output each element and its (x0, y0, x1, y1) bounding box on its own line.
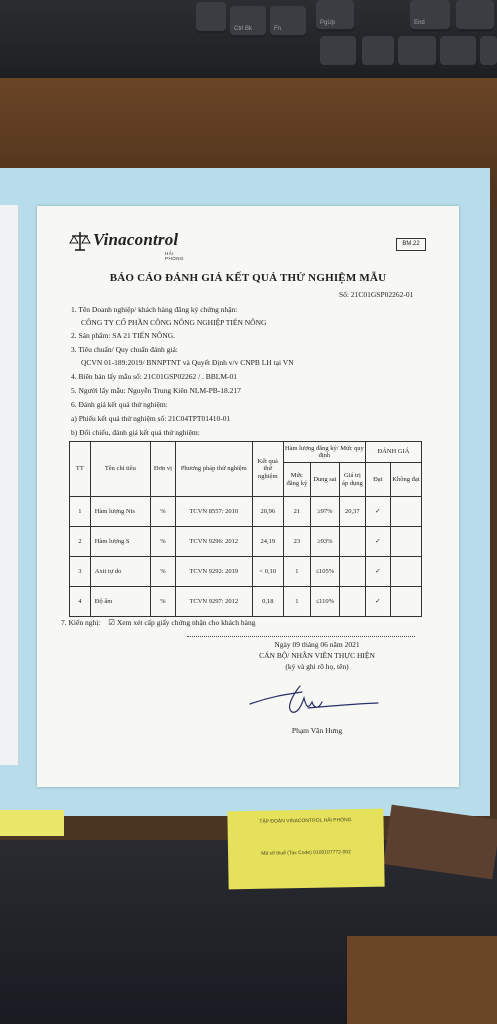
keyboard-key (480, 36, 497, 68)
keyboard-key: PgUp (316, 0, 354, 32)
cell-result: 0,18 (252, 587, 283, 617)
sticker-tax-code: Mã số thuế (Tax Code) 0100107772-002 (261, 848, 351, 857)
keyboard-key (320, 36, 356, 68)
cell-reg: 21 (283, 497, 310, 527)
col-method: Phương pháp thử nghiệm (175, 442, 252, 497)
results-table (69, 441, 422, 617)
dotted-divider (187, 636, 415, 637)
cell-fail (390, 557, 421, 587)
line-comparison: b) Đối chiếu, đánh giá kết quả thử nghiệm: (71, 428, 200, 437)
keyboard-key (362, 36, 394, 68)
cell-fail (390, 527, 421, 557)
cell-reg: 1 (283, 557, 310, 587)
test-report-document (37, 206, 459, 787)
cell-tol: ≥93% (310, 527, 339, 557)
vinacontrol-logo (69, 230, 185, 261)
cell-method: TCVN 9296: 2012 (175, 527, 252, 557)
cell-result: < 0,10 (252, 557, 283, 587)
line-test-result-no: a) Phiếu kết quả thử nghiệm số: 21C04TPT01410-01 (71, 414, 231, 423)
col-pass: Đạt (365, 463, 390, 497)
cell-reg: 1 (283, 587, 310, 617)
table-row (70, 497, 422, 527)
line-standard: QCVN 01-189:2019/ BNNPTNT và Quyết Định v/v CNPB LH tại VN (81, 358, 294, 367)
col-applied: Giá trị áp dụng (339, 463, 365, 497)
form-code-box: BM.22 (396, 238, 426, 251)
cell-unit: % (150, 587, 175, 617)
cell-method: TCVN 8557: 2010 (175, 497, 252, 527)
line-standard-label: 3. Tiêu chuẩn/ Quy chuẩn đánh giá: (71, 345, 178, 354)
cell-applied: 20,37 (339, 497, 365, 527)
cell-name: Độ ẩm (90, 587, 150, 617)
cell-tt: 2 (70, 527, 91, 557)
col-fail: Không đạt (390, 463, 421, 497)
col-registered: Hàm lượng đăng ký/ Mức quy định (283, 442, 365, 463)
cell-result: 24,19 (252, 527, 283, 557)
col-unit: Đơn vị (150, 442, 175, 497)
scales-logo-icon (69, 230, 91, 252)
sticky-note-left (0, 810, 64, 836)
keyboard-key: Fn (270, 6, 306, 38)
company-sticker (227, 809, 384, 890)
signer-title: CÁN BỘ/ NHÂN VIÊN THỰC HIỆN (259, 651, 375, 660)
cell-applied (339, 587, 365, 617)
wood-panel (347, 936, 497, 1024)
cell-pass: ✓ (365, 557, 390, 587)
cell-tol: ≥97% (310, 497, 339, 527)
keyboard-key (440, 36, 476, 68)
sign-date: Ngày 09 tháng 06 năm 2021 (274, 640, 360, 649)
recommendation-label: 7. Kiến nghị: (61, 618, 101, 627)
cell-unit: % (150, 527, 175, 557)
sticker-company: TẬP ĐOÀN VINACONTROL HẢI PHÒNG (259, 817, 352, 825)
cell-applied (339, 527, 365, 557)
logo-wordmark: Vinacontrol (93, 230, 179, 249)
cell-pass: ✓ (365, 527, 390, 557)
keyboard-key (196, 2, 226, 34)
signer-note: (ký và ghi rõ họ, tên) (285, 662, 349, 671)
line-sampling-record: 4. Biên bản lấy mẫu số: 21C01GSP02262 / . BBLM-01 (71, 372, 238, 381)
keyboard (0, 0, 497, 78)
handwritten-signature (242, 682, 382, 718)
keyboard-key (398, 36, 436, 68)
col-assessment: ĐÁNH GIÁ (365, 442, 421, 463)
col-name: Tên chỉ tiêu (90, 442, 150, 497)
col-result: Kết quả thử nghiệm (252, 442, 283, 497)
cell-pass: ✓ (365, 497, 390, 527)
checked-box-icon: ☑ (108, 618, 115, 627)
cell-name: Axit tự do (90, 557, 150, 587)
col-tt: TT (70, 442, 91, 497)
cell-result: 20,96 (252, 497, 283, 527)
cell-unit: % (150, 557, 175, 587)
cell-pass: ✓ (365, 587, 390, 617)
signer-name: Phạm Văn Hưng (291, 726, 343, 735)
cell-reg: 23 (283, 527, 310, 557)
cell-tol: ≤110% (310, 587, 339, 617)
recommendation (61, 618, 255, 627)
line-evaluation: 6. Đánh giá kết quả thử nghiệm: (71, 400, 168, 409)
keyboard-key: End (410, 0, 450, 32)
side-paper (0, 205, 19, 765)
cell-unit: % (150, 497, 175, 527)
cell-method: TCVN 9292: 2019 (175, 557, 252, 587)
report-title: BÁO CÁO ĐÁNH GIÁ KẾT QUẢ THỬ NGHIỆM MẪU (109, 272, 387, 284)
cell-fail (390, 497, 421, 527)
cell-tt: 4 (70, 587, 91, 617)
cell-name: Hàm lượng S (90, 527, 150, 557)
table-row (70, 557, 422, 587)
cell-fail (390, 587, 421, 617)
cell-name: Hàm lượng Nts (90, 497, 150, 527)
keyboard-key (456, 0, 494, 32)
line-customer-label: 1. Tên Doanh nghiệp/ khách hàng đăng ký chứng nhận: (71, 305, 238, 314)
cell-tol: ≤105% (310, 557, 339, 587)
cell-applied (339, 557, 365, 587)
recommendation-text: Xem xét cấp giấy chứng nhận cho khách hàng (116, 618, 256, 627)
col-tolerance: Dung sai (310, 463, 339, 497)
cell-method: TCVN 9297: 2012 (175, 587, 252, 617)
table-row (70, 527, 422, 557)
cell-tt: 3 (70, 557, 91, 587)
table-row (70, 587, 422, 617)
logo-subtitle: HẢI PHÒNG (165, 251, 185, 261)
col-reg-level: Mức đăng ký (283, 463, 310, 497)
cell-tt: 1 (70, 497, 91, 527)
document-number: Số: 21C01GSP02262-01 (339, 290, 414, 299)
line-sampler: 5. Người lấy mẫu: Nguyễn Trung Kiên NLM-PB-18.217 (71, 386, 241, 395)
line-product: 2. Sản phẩm: SA 21 TIẾN NÔNG. (71, 331, 176, 340)
keyboard-key: Ctrl Bk (230, 6, 266, 38)
line-customer-name: CÔNG TY CỔ PHẦN CÔNG NÔNG NGHIỆP TIẾN NÔNG (81, 318, 267, 327)
